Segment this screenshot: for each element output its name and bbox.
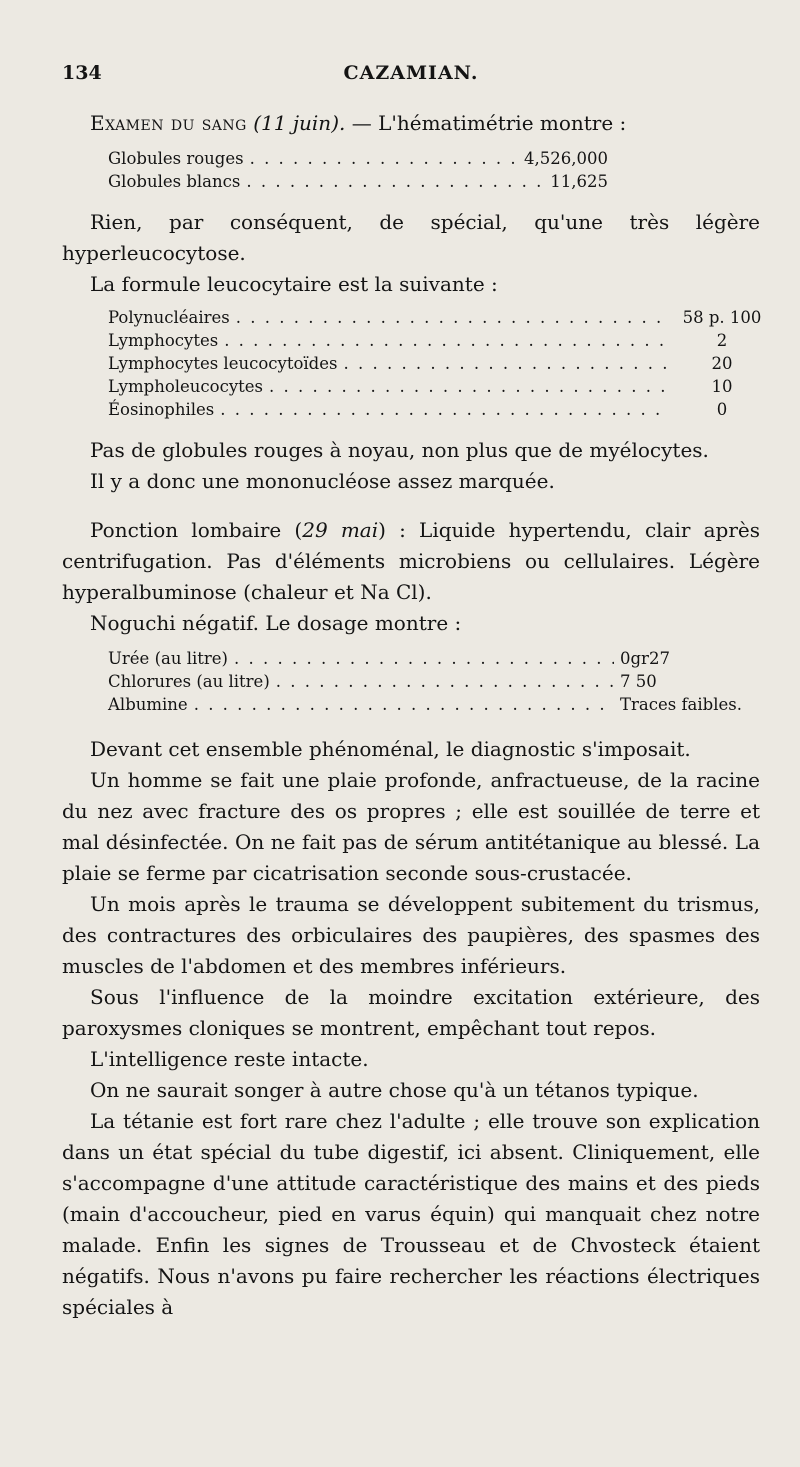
- page-body: [62, 108, 760, 1323]
- running-title: CAZAMIAN.: [343, 62, 479, 84]
- page-number: 134: [62, 62, 102, 84]
- table-row: Lymphocytes . . . 2: [108, 329, 768, 352]
- paragraph: On ne saurait songer à autre chose qu'à un tétanos typique.: [90, 1078, 699, 1102]
- table-row: Urée (au litre) . . . 0gr27: [108, 647, 760, 670]
- paragraph: Rien, par conséquent, de spécial, qu'une très légère hyperleucocytose.: [62, 210, 760, 265]
- table-row: Lympholeucocytes . . . 10: [108, 375, 768, 398]
- blood-count-table: [108, 147, 608, 193]
- paragraph: Sous l'influence de la moindre excitation extérieure, des paroxysmes cloniques se montrent, empêchant tout repos.: [62, 985, 760, 1040]
- running-header: [62, 62, 760, 92]
- table-row: Globules rouges . . . 4,526,000: [108, 147, 608, 170]
- paragraph: Un mois après le trauma se développent subitement du trismus, des contractures des orbiculaires des paupières, des spasmes des muscles de l'abdomen et des membres inférieurs.: [62, 892, 760, 978]
- paragraph: Noguchi négatif. Le dosage montre :: [90, 611, 462, 635]
- paragraph: Il y a donc une mononucléose assez marquée.: [90, 469, 555, 493]
- table-row: Chlorures (au litre) . . . 7 50: [108, 670, 760, 693]
- table-row: Globules blancs . . . 11,625: [108, 170, 608, 193]
- table-row: Albumine . . . Traces faibles.: [108, 693, 760, 716]
- paragraph: La tétanie est fort rare chez l'adulte ; elle trouve son explication dans un état spécial du tube digestif, ici absent. Cliniquement, elle s'accompagne d'une attitude caractéristique des mains et des pieds (main d'accoucheur, pied en varus équin) qui manquait chez notre malade. Enfin les signes de Trousseau et de Chvosteck étaient négatifs. Nous n'avons pu faire rechercher les réactions électriques spéciales à: [62, 1109, 760, 1319]
- paragraph: L'intelligence reste intacte.: [90, 1047, 369, 1071]
- leucocyte-formula-table: [108, 306, 768, 421]
- dosage-table: [108, 647, 760, 716]
- ponction-paragraph: Ponction lombaire (29 mai) : Liquide hypertendu, clair après centrifugation. Pas d'éléments microbiens ou cellulaires. Légère hyperalbuminose (chaleur et Na Cl).: [62, 518, 761, 604]
- paragraph: Devant cet ensemble phénoménal, le diagnostic s'imposait.: [90, 737, 691, 761]
- paragraph: Pas de globules rouges à noyau, non plus que de myélocytes.: [90, 438, 709, 462]
- paragraph: La formule leucocytaire est la suivante :: [90, 272, 498, 296]
- table-row: Polynucléaires . . . 58 p. 100: [108, 306, 768, 329]
- exam-heading: Examen du sang (11 juin). — L'hématimétrie montre :: [90, 111, 627, 135]
- table-row: Lymphocytes leucocytoïdes . . . 20: [108, 352, 768, 375]
- paragraph: Un homme se fait une plaie profonde, anfractueuse, de la racine du nez avec fracture des os propres ; elle est souillée de terre et mal désinfectée. On ne fait pas de sérum antitétanique au blessé. La plaie se ferme par cicatrisation seconde sous-crustacée.: [62, 768, 760, 885]
- table-row: Éosinophiles . . . 0: [108, 398, 768, 421]
